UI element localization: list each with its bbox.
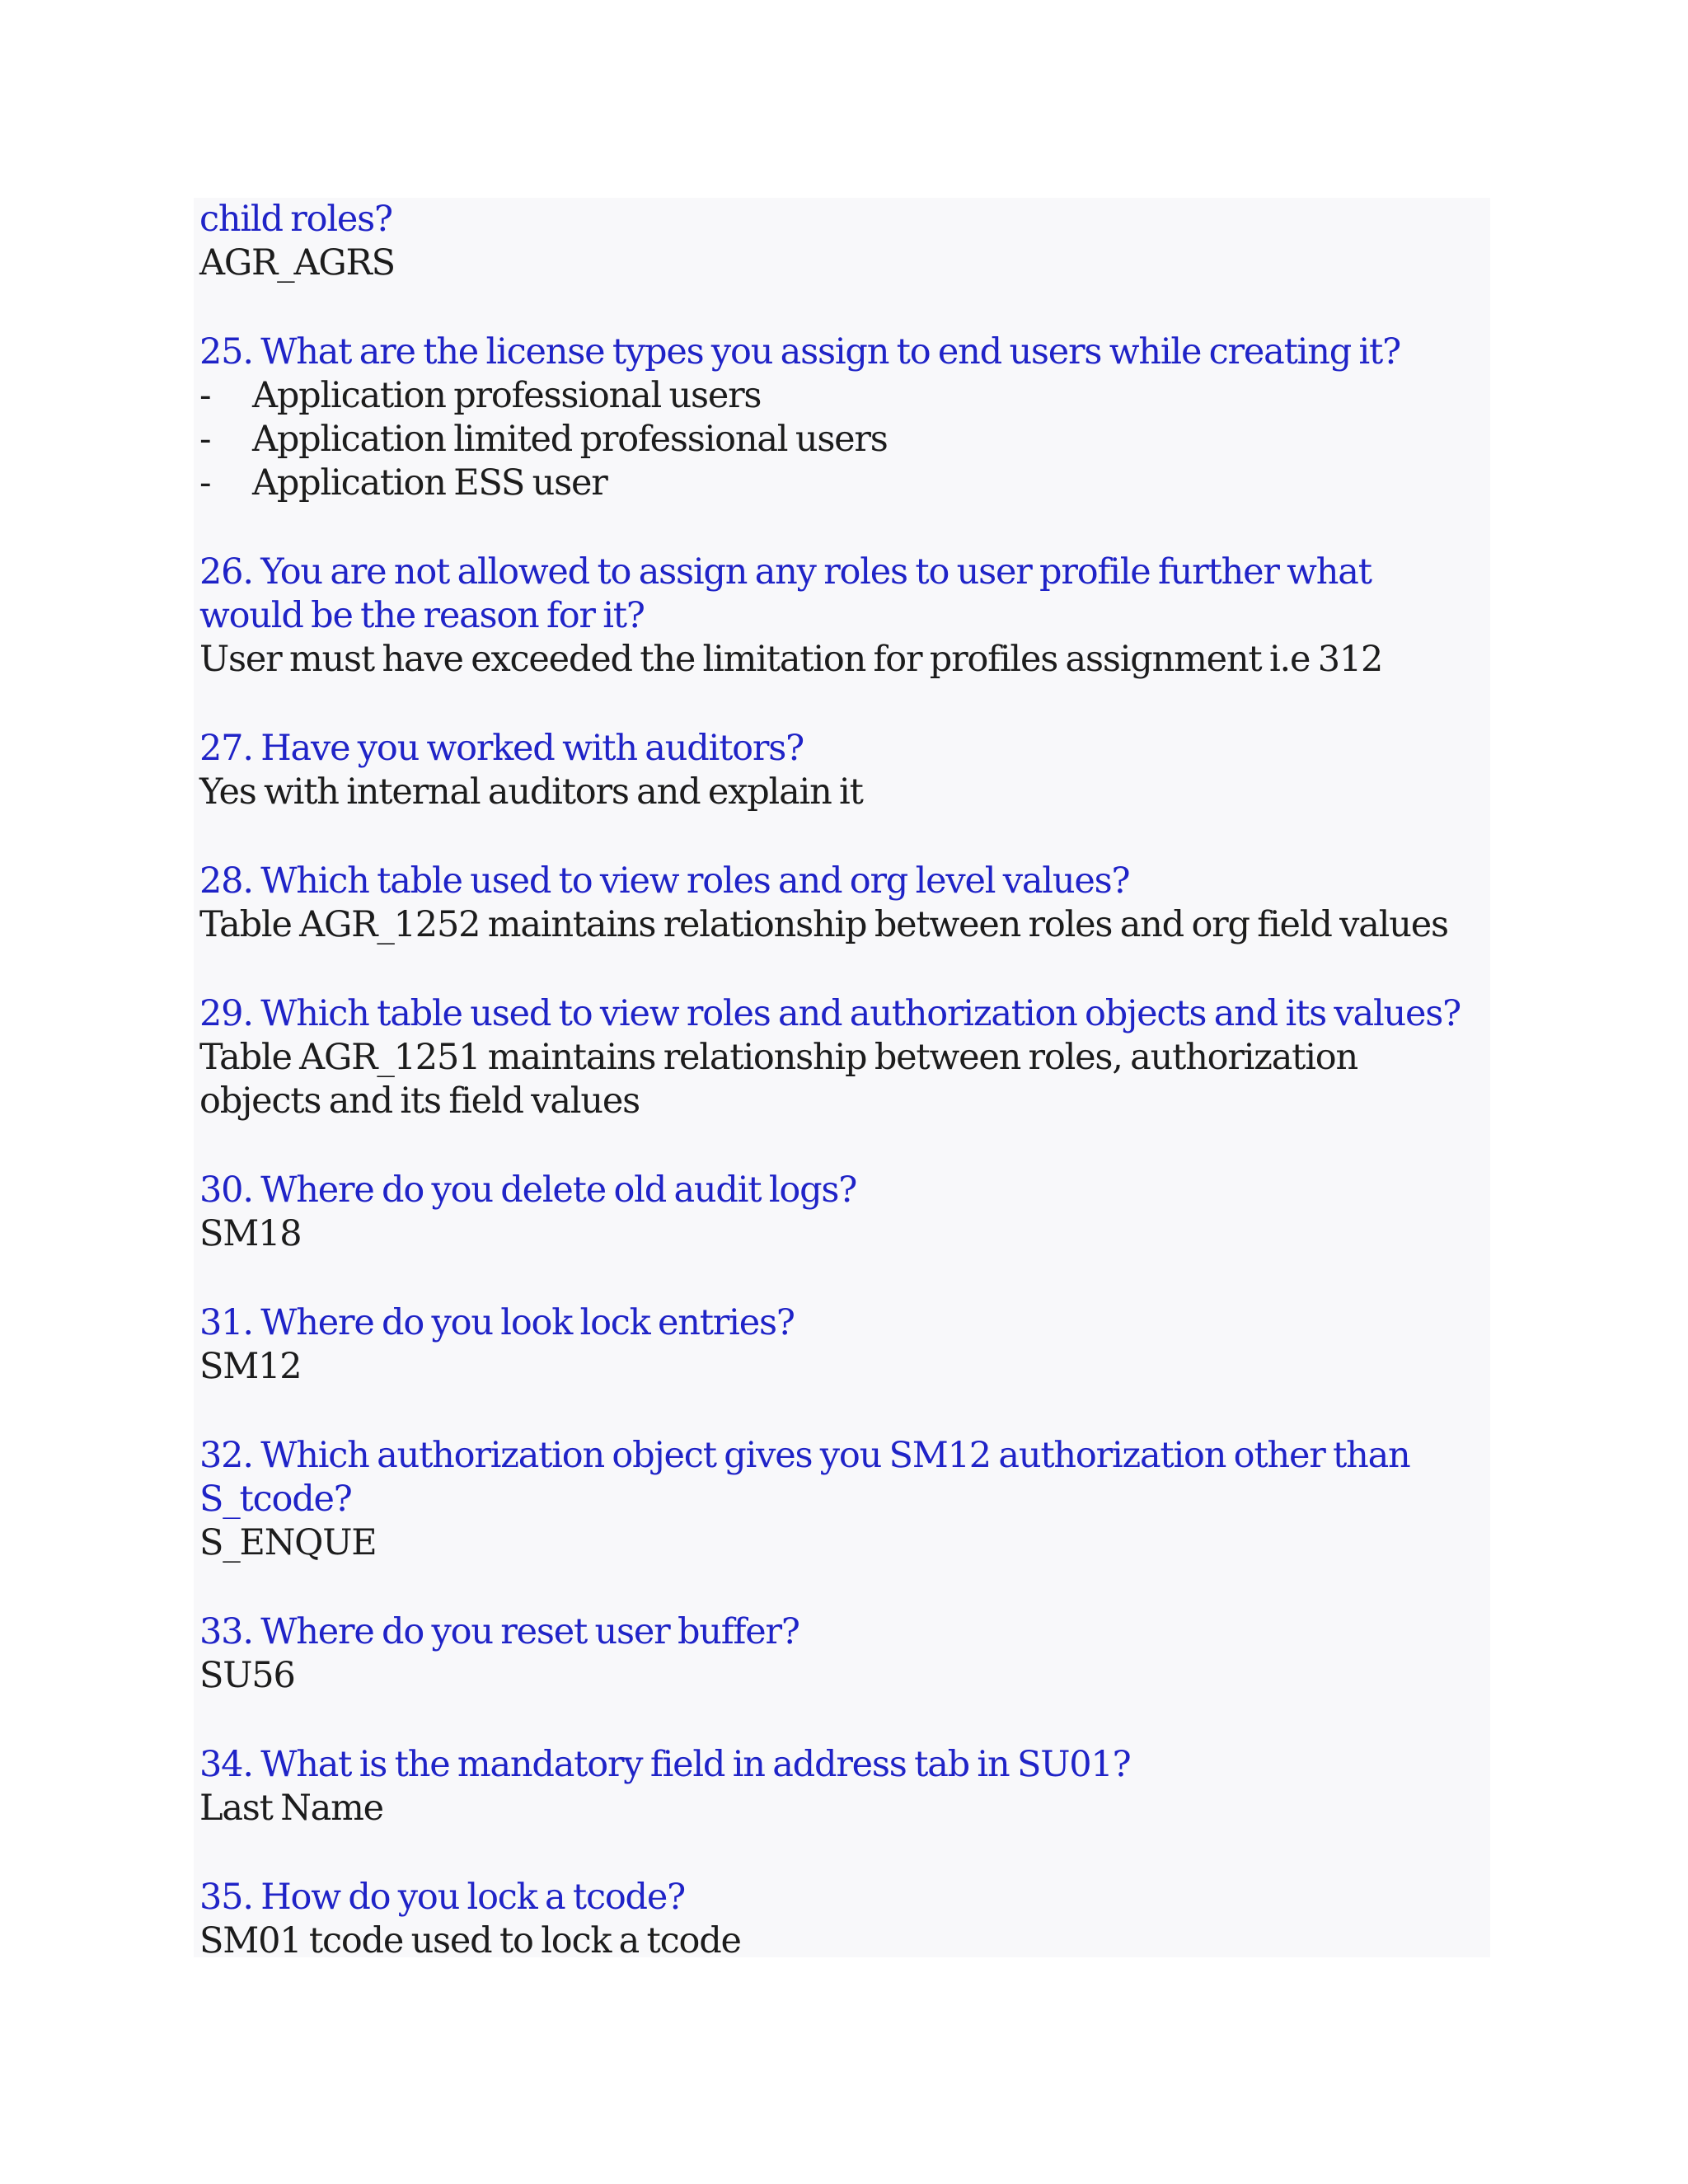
bullet-text: Application limited professional users bbox=[252, 419, 888, 460]
spacer bbox=[199, 1698, 1490, 1743]
question-27: 27. Have you worked with auditors? bbox=[199, 728, 804, 769]
spacer bbox=[199, 1830, 1490, 1876]
spacer bbox=[199, 682, 1490, 727]
bullet-text: Application ESS user bbox=[252, 462, 607, 504]
spacer bbox=[199, 1565, 1490, 1610]
spacer bbox=[199, 1123, 1490, 1169]
answer-29-line-2: objects and its field values bbox=[199, 1080, 640, 1122]
spacer bbox=[199, 814, 1490, 860]
bullet-dash: - bbox=[199, 419, 211, 460]
answer-29-line-1: Table AGR_1251 maintains relationship between roles, authorization bbox=[199, 1037, 1357, 1078]
answer-34: Last Name bbox=[199, 1788, 383, 1829]
spacer bbox=[199, 1389, 1490, 1434]
spacer bbox=[199, 1256, 1490, 1301]
question-25: 25. What are the license types you assign to end users while creating it? bbox=[199, 331, 1400, 373]
question-continuation: child roles? bbox=[199, 199, 392, 240]
question-35: 35. How do you lock a tcode? bbox=[199, 1877, 685, 1918]
answer-27: Yes with internal auditors and explain it bbox=[199, 771, 863, 813]
spacer bbox=[199, 505, 1490, 551]
question-29: 29. Which table used to view roles and authorization objects and its values? bbox=[199, 993, 1461, 1034]
answer-continuation: AGR_AGRS bbox=[199, 242, 395, 284]
bullet-dash: - bbox=[199, 462, 211, 504]
bullet-dash: - bbox=[199, 375, 211, 416]
answer-25-bullet-3 bbox=[199, 462, 1490, 505]
question-32-line-2: S_tcode? bbox=[199, 1479, 352, 1520]
answer-25-bullet-1 bbox=[199, 374, 1490, 418]
question-26-line-2: would be the reason for it? bbox=[199, 595, 645, 636]
answer-31: SM12 bbox=[199, 1346, 302, 1387]
answer-35: SM01 tcode used to lock a tcode bbox=[199, 1920, 741, 1957]
question-28: 28. Which table used to view roles and org level values? bbox=[199, 860, 1130, 902]
answer-25-bullet-2 bbox=[199, 418, 1490, 462]
question-31: 31. Where do you look lock entries? bbox=[199, 1302, 795, 1343]
spacer bbox=[199, 285, 1490, 330]
document-content bbox=[194, 198, 1490, 1957]
question-26-line-1: 26. You are not allowed to assign any roles to user profile further what bbox=[199, 551, 1372, 593]
question-32-line-1: 32. Which authorization object gives you SM12 authorization other than bbox=[199, 1435, 1410, 1476]
answer-32: S_ENQUE bbox=[199, 1522, 377, 1563]
spacer bbox=[199, 947, 1490, 992]
bullet-text: Application professional users bbox=[252, 375, 762, 416]
answer-26: User must have exceeded the limitation for profiles assignment i.e 312 bbox=[199, 639, 1383, 680]
answer-30: SM18 bbox=[199, 1213, 302, 1254]
answer-28: Table AGR_1252 maintains relationship between roles and org field values bbox=[199, 904, 1448, 945]
answer-33: SU56 bbox=[199, 1655, 295, 1696]
question-34: 34. What is the mandatory field in address tab in SU01? bbox=[199, 1744, 1131, 1785]
question-33: 33. Where do you reset user buffer? bbox=[199, 1611, 799, 1652]
question-30: 30. Where do you delete old audit logs? bbox=[199, 1169, 857, 1211]
